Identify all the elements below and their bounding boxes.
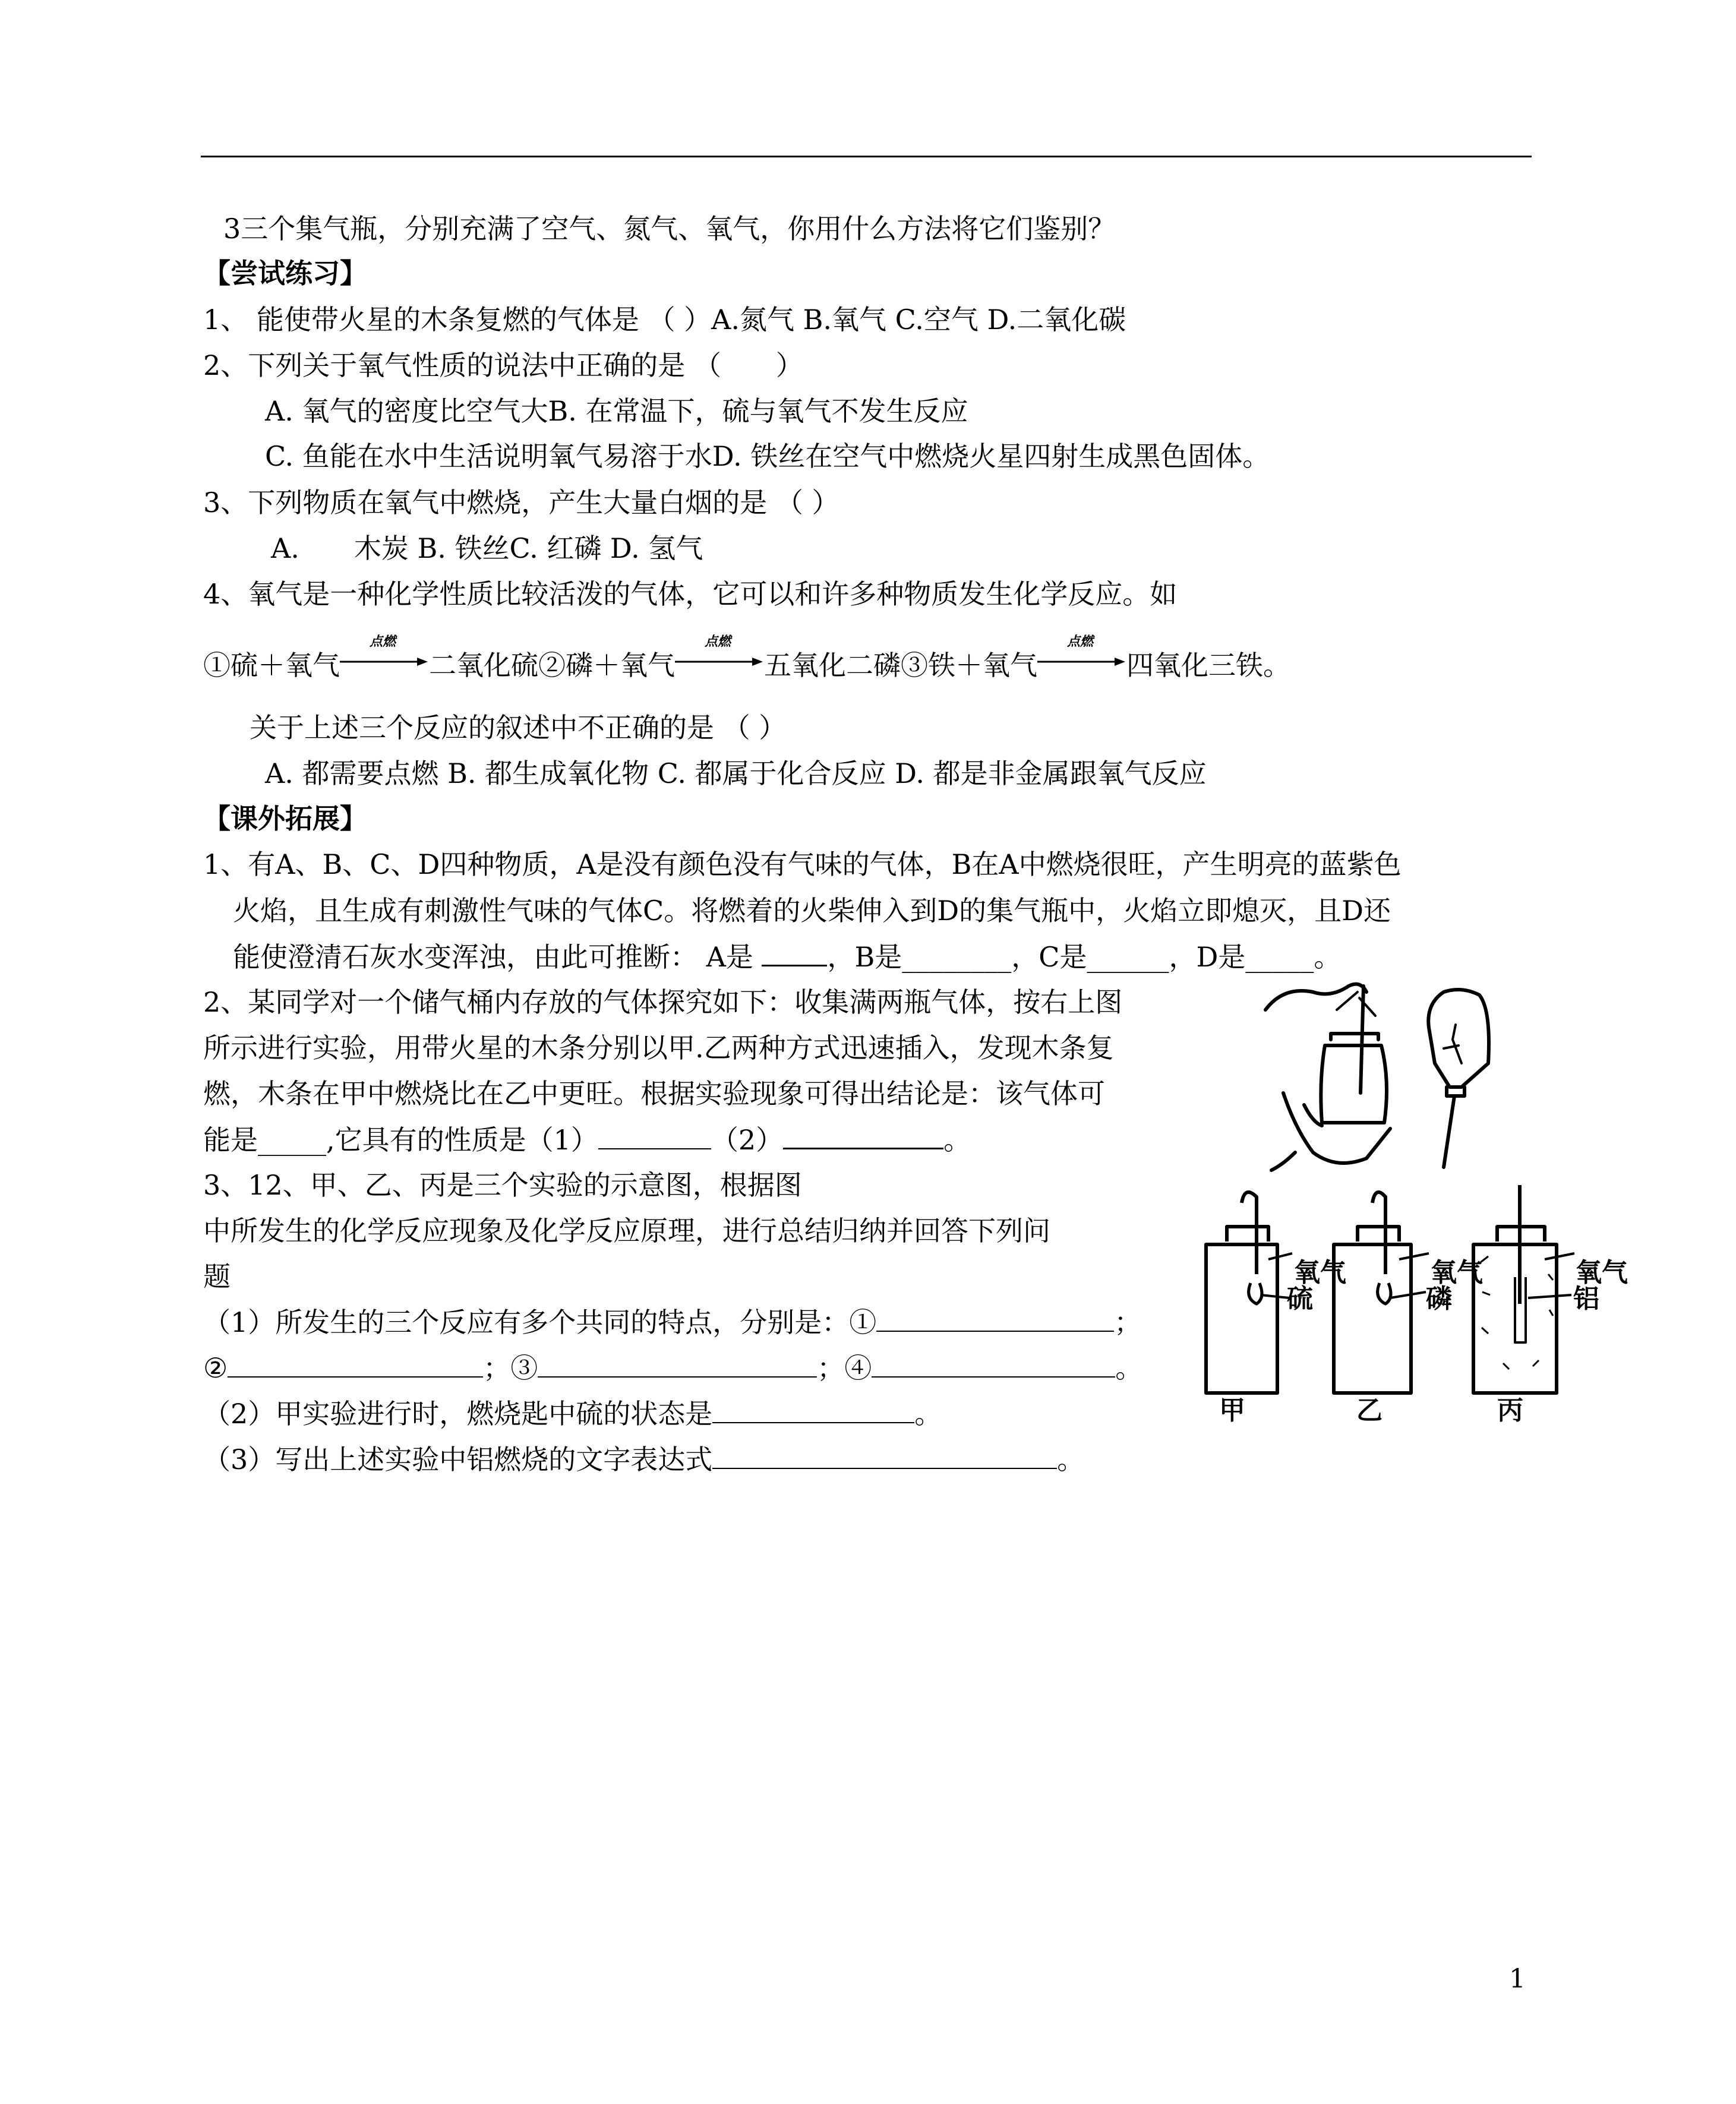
ext-question-2-line-1: 2、某同学对一个储气桶内存放的气体探究如下：收集满两瓶气体，按右上图: [203, 986, 1123, 1018]
figure-label-oxygen: 氧气: [1294, 1258, 1346, 1288]
reaction-3-product: 四氧化三铁。: [1126, 649, 1290, 681]
ext-question-1-line-3: [233, 939, 1341, 975]
arrow-condition: 点燃: [705, 634, 731, 649]
reaction-2-product: 五氧化二磷: [764, 649, 901, 681]
try-question-1: 1、 能使带火星的木条复燃的气体是 （ ）A.氮气 B.氧气 C.空气 D.二氧化碳: [203, 304, 1126, 336]
reaction-arrow: [675, 634, 764, 675]
reaction-1-reactants: ①硫＋氧气: [203, 649, 340, 681]
figure-label-phosphorus: 磷: [1426, 1284, 1452, 1314]
figure-label-aluminum: 铝: [1573, 1284, 1599, 1314]
answer-blank-sulfur-state[interactable]: [712, 1396, 914, 1423]
ext-question-3-part-1: [203, 1304, 1141, 1340]
ext-question-3-part-2: [203, 1396, 942, 1432]
ext-q2-text: 能是_____,它具有的性质是（1）: [203, 1124, 598, 1156]
figure-caption-yi: 乙: [1356, 1395, 1383, 1426]
try-question-4-ask: 关于上述三个反应的叙述中不正确的是 （ ）: [250, 712, 787, 744]
section-heading-extension: 【课外拓展】: [203, 803, 367, 835]
try-question-3: 3、下列物质在氧气中燃烧，产生大量白烟的是 （ ）: [203, 486, 839, 519]
answer-blank-feature-3[interactable]: [538, 1350, 817, 1378]
reaction-2-reactants: ②磷＋氧气: [538, 649, 675, 681]
answer-blank-property-1[interactable]: [598, 1122, 711, 1149]
ext-question-2-line-3: 燃，木条在甲中燃烧比在乙中更旺。根据实验现象可得出结论是：该气体可: [203, 1078, 1105, 1110]
ext-question-2-line-2: 所示进行实验，用带火星的木条分别以甲.乙两种方式迅速插入，发现木条复: [203, 1032, 1114, 1064]
figure-label-sulfur: 硫: [1287, 1284, 1313, 1314]
ext-q3-p1b-text: ②: [203, 1352, 228, 1384]
ext-q1-text-b: ，B是________，C是______，D是_____。: [827, 941, 1342, 973]
ext-question-3-line-2: 中所发生的化学反应现象及化学反应原理，进行总结归纳并回答下列问: [203, 1215, 1050, 1247]
header-rule: [201, 156, 1532, 157]
punct: ；③: [483, 1352, 538, 1384]
punct: ；④: [817, 1352, 872, 1384]
answer-blank-feature-1[interactable]: [876, 1304, 1114, 1332]
try-question-4-options: A. 都需要点燃 B. 都生成氧化物 C. 都属于化合反应 D. 都是非金属跟氧气反应: [265, 757, 1207, 789]
try-question-2-options-ab: A. 氧气的密度比空气大B. 在常温下，硫与氧气不发生反应: [265, 395, 968, 427]
ext-question-3-part-3: [203, 1442, 1084, 1477]
try-question-2: 2、下列关于氧气性质的说法中正确的是 （ ）: [203, 349, 803, 381]
reaction-1-product: 二氧化硫: [429, 649, 538, 681]
try-question-4: 4、氧气是一种化学性质比较活泼的气体，它可以和许多种物质发生化学反应。如: [203, 578, 1178, 610]
figure-label-oxygen: 氧气: [1431, 1258, 1483, 1288]
reaction-arrow: [340, 634, 429, 675]
combustion-jars-figure: [1194, 1185, 1604, 1435]
figure-caption-bing: 丙: [1497, 1395, 1523, 1426]
answer-blank-feature-2[interactable]: [228, 1350, 483, 1378]
section-heading-try: 【尝试练习】: [203, 257, 367, 289]
figure-caption-jia: 甲: [1219, 1395, 1245, 1426]
reaction-3-reactants: ③铁＋氧气: [901, 649, 1037, 681]
reaction-equations: [203, 634, 1290, 683]
try-question-3-options: A. 木炭 B. 铁丝C. 红磷 D. 氢气: [271, 532, 703, 564]
ext-question-3-line-1: 3、12、甲、乙、丙是三个实验的示意图，根据图: [203, 1169, 802, 1201]
ext-question-2-line-4: [203, 1121, 971, 1158]
answer-blank-aluminum-equation[interactable]: [712, 1442, 1057, 1469]
answer-blank-a[interactable]: [762, 939, 827, 966]
gas-bottle-experiment-figure: [1248, 974, 1521, 1176]
figure-label-oxygen: 氧气: [1576, 1258, 1628, 1288]
ext-q3-p2-text: （2）甲实验进行时，燃烧匙中硫的状态是: [203, 1398, 713, 1430]
ext-question-3-part-1-continued: [203, 1350, 1142, 1386]
ext-question-1-line-1: 1、有A、B、C、D四种物质，A是没有颜色没有气味的气体，B在A中燃烧很旺，产生明亮的蓝紫色: [203, 848, 1402, 880]
ext-q1-text: 能使澄清石灰水变浑浊，由此可推断： A是: [233, 941, 753, 973]
punct: 。: [914, 1398, 942, 1430]
ext-q3-p3-text: （3）写出上述实验中铝燃烧的文字表达式: [203, 1443, 713, 1476]
punct: 。: [1057, 1443, 1085, 1476]
arrow-condition: 点燃: [370, 634, 396, 649]
ext-question-3-line-3: 题: [203, 1260, 231, 1293]
ext-q2-text-b: （2）: [711, 1124, 784, 1156]
ext-question-1-line-2: 火焰，且生成有刺激性气味的气体C。将燃着的火柴伸入到D的集气瓶中，火焰立即熄灭，且D还: [233, 895, 1391, 927]
ext-q2-text-c: 。: [943, 1124, 971, 1156]
punct: ；: [1114, 1306, 1142, 1338]
answer-blank-feature-4[interactable]: [872, 1350, 1115, 1378]
try-question-2-options-cd: C. 鱼能在水中生活说明氧气易溶于水D. 铁丝在空气中燃烧火星四射生成黑色固体。: [265, 440, 1270, 472]
reaction-arrow: [1037, 634, 1126, 675]
answer-blank-property-2[interactable]: [783, 1121, 943, 1149]
punct: 。: [1115, 1352, 1143, 1384]
arrow-condition: 点燃: [1067, 634, 1094, 649]
ext-q3-p1-text: （1）所发生的三个反应有多个共同的特点，分别是：①: [203, 1306, 877, 1338]
page-number: 1: [1509, 1964, 1526, 1994]
question-3-intro: 3三个集气瓶，分别充满了空气、氮气、氧气，你用什么方法将它们鉴别？: [223, 213, 1116, 245]
